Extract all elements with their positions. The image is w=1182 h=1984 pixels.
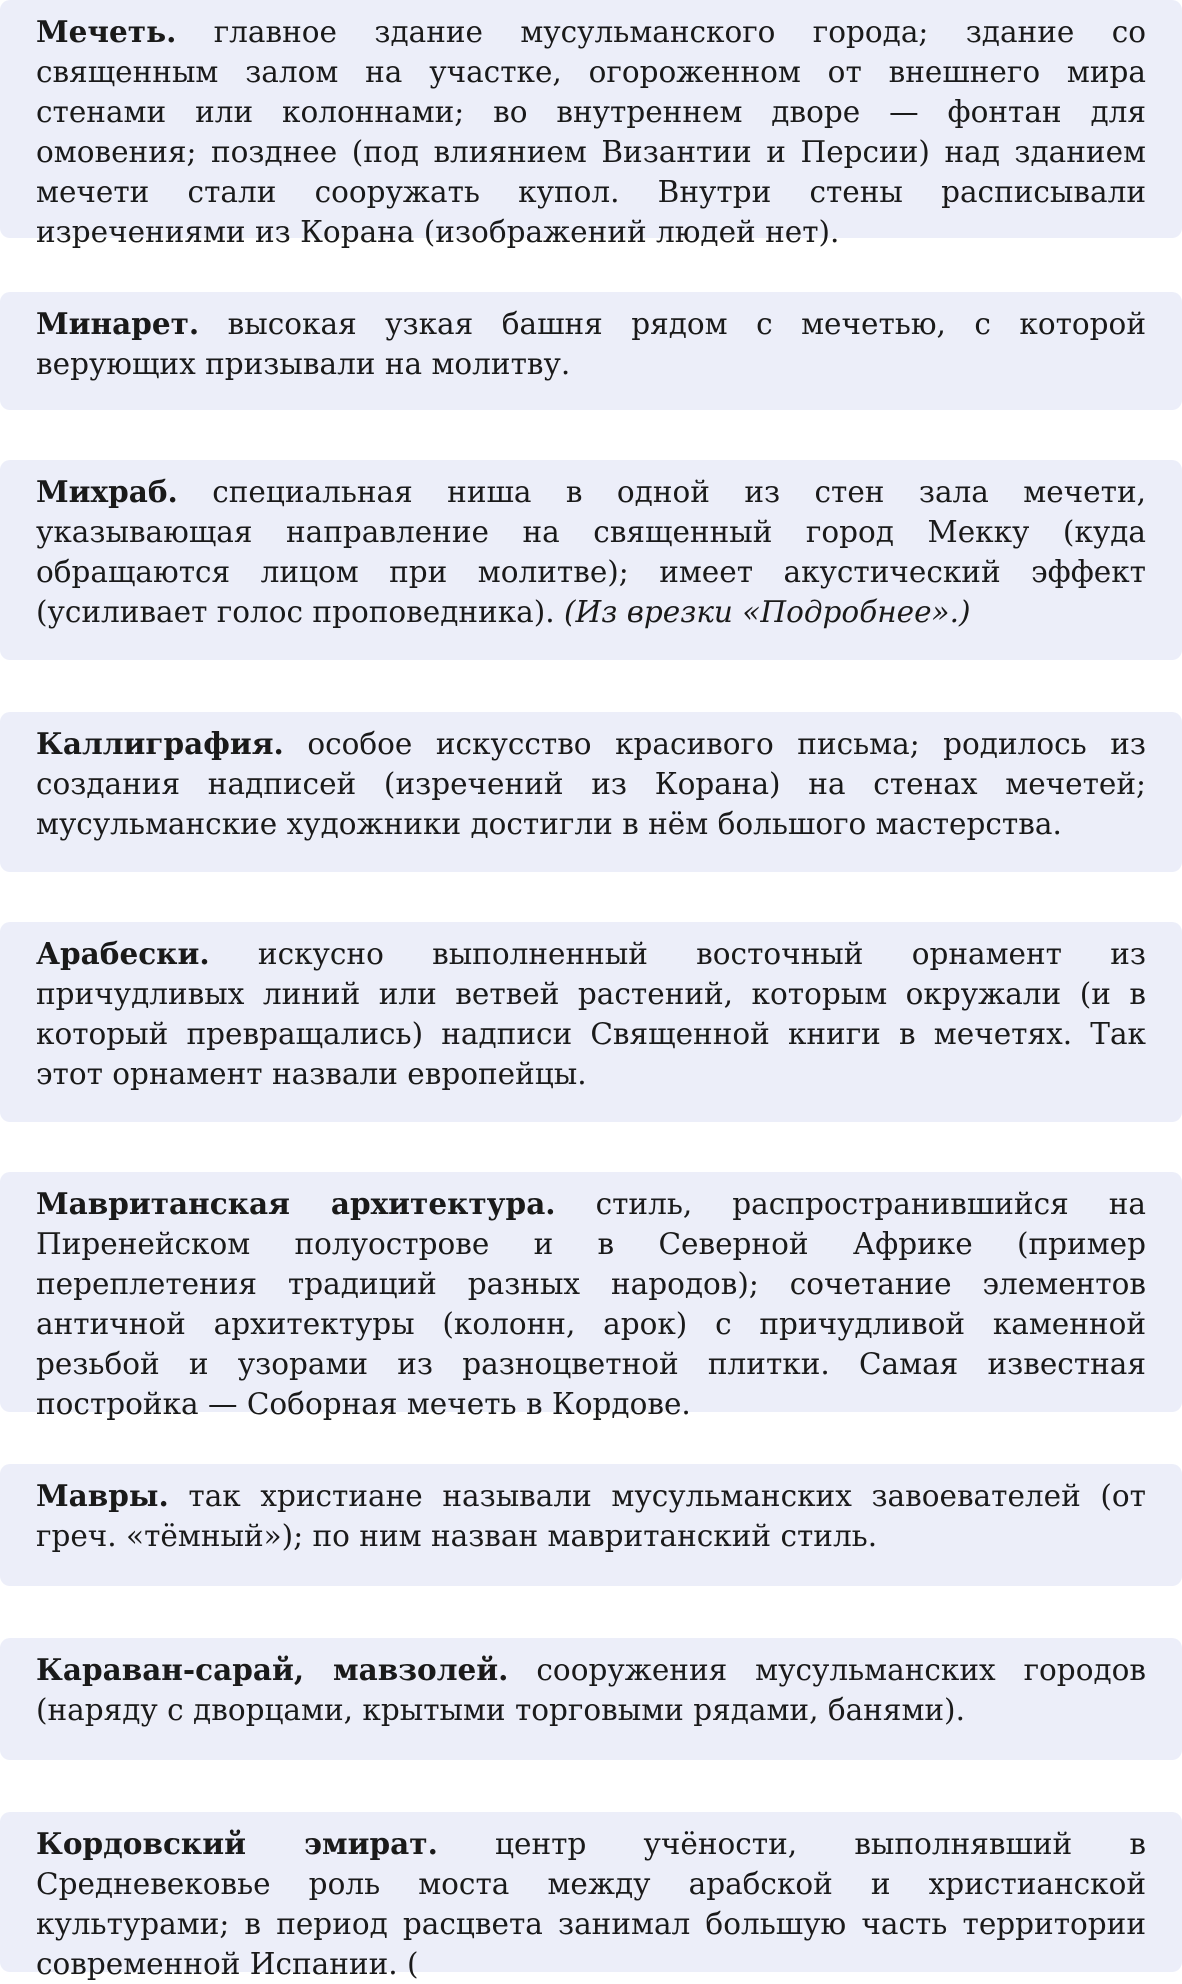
entry-moors (0, 1464, 1182, 1586)
entry-definition: главное здание мусульманского города; здание со священным залом на участке, огороженном от внешнего мира стенами или колоннами; во внутреннем дворе — фонтан для омовения; позднее (под влиянием Византии и Персии) над зданием мечети стали сооружать купол. Внутри стены расписывали изречениями из Корана (изображений людей нет). (36, 15, 1146, 249)
entry-calligraphy (0, 712, 1182, 872)
entry-term: Каллиграфия. (36, 726, 284, 761)
entry-mosque (0, 0, 1182, 249)
entry-term: Михраб. (36, 474, 178, 509)
entry-term: Мечеть. (36, 14, 177, 49)
entry-caravanserai (0, 1638, 1182, 1760)
entry-definition: стиль, распространившийся на Пиренейском полуострове и в Северной Африке (пример переплетения традиций разных народов); сочетание элементов античной архитектуры (колонн, арок) с причудливой каменной резьбой и узорами из разноцветной плитки. Самая известная постройка — Соборная мечеть в Кордове. (36, 1187, 1146, 1421)
entry-text (36, 472, 1146, 632)
entry-text (36, 934, 1146, 1094)
entry-term: Мавры. (36, 1478, 169, 1513)
entry-term: Кордовский эмират. (36, 1826, 438, 1861)
entry-definition: так христиане называли мусульманских завоевателей (от греч. «тёмный»); по ним назван мавританский стиль. (36, 1479, 1146, 1553)
entry-definition: искусно выполненный восточный орнамент из причудливых линий или ветвей растений, которым окружали (и в который превращались) надписи Священной книги в мечетях. Так этот орнамент назвали европейцы. (36, 937, 1146, 1091)
entry-mihrab (0, 460, 1182, 660)
entry-text (36, 1184, 1146, 1424)
entry-arabesques (0, 922, 1182, 1122)
entry-term: Минарет. (36, 306, 200, 341)
entry-definition: высокая узкая башня рядом с мечетью, с которой верующих призывали на молитву. (36, 307, 1146, 381)
entry-moorish-architecture (0, 1172, 1182, 1421)
entry-text (36, 1476, 1146, 1556)
entry-text (36, 1650, 1146, 1730)
entry-definition: специальная ниша в одной из стен зала мечети, указывающая направление на священный город Мекку (куда обращаются лицом при молитве); имеет акустический эффект (усиливает голос проповедника). (36, 475, 1146, 629)
entry-definition: сооружения мусульманских городов (наряду с дворцами, крытыми торговыми рядами, банями). (36, 1653, 1146, 1727)
entry-term: Мавританская архитектура. (36, 1186, 556, 1221)
entry-text (36, 304, 1146, 384)
entry-text (36, 724, 1146, 844)
entry-text (36, 1824, 1146, 1984)
entry-definition: особое искусство красивого письма; родилось из создания надписей (изречений из Корана) на стенах мечетей; мусульманские художники достигли в нём большого мастерства. (36, 727, 1146, 841)
entry-text (36, 12, 1146, 252)
entry-definition: центр учёности, выполнявший в Средневековье роль моста между арабской и христианской культурами; в период расцвета занимал большую часть территории современной Испании. ( (36, 1827, 1146, 1981)
entry-note: (Из врезки «Подробнее».) (564, 595, 971, 629)
entry-term: Караван-сарай, мавзолей. (36, 1652, 509, 1687)
entry-cordoba-emirate (0, 1812, 1182, 1981)
entry-minaret (0, 292, 1182, 410)
entry-term: Арабески. (36, 936, 210, 971)
